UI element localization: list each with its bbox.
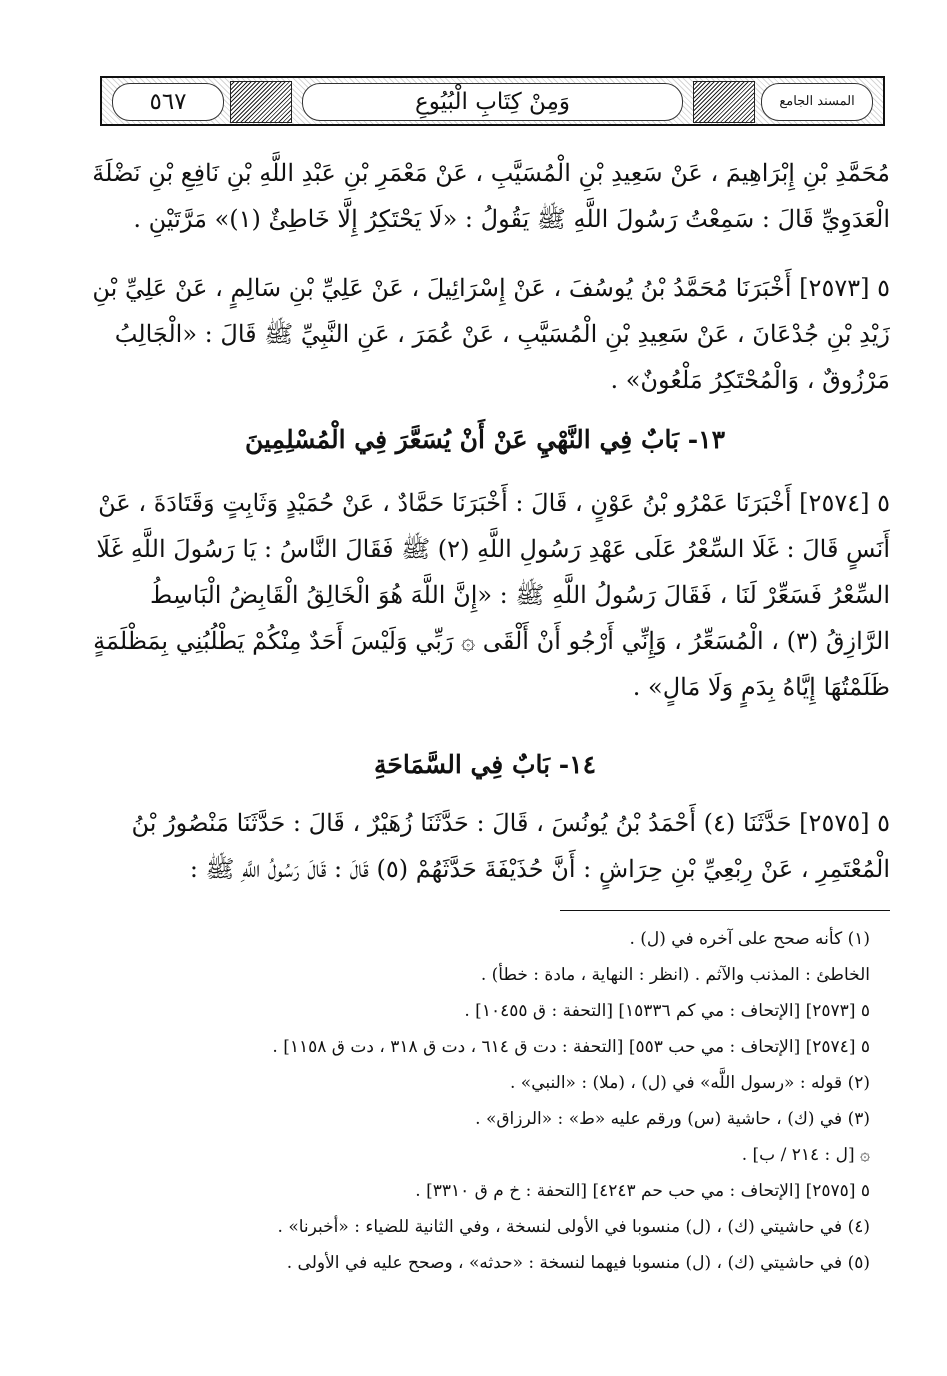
- hadith-2575: [80, 800, 890, 892]
- hadith-2574: [80, 480, 890, 710]
- text-line: أَنَسٍ قَالَ : غَلَا السِّعْرُ عَلَى عَهْدِ رَسُولِ اللَّهِ (٢) ﷺ فَقَالَ النَّاسُ : يَا رَسُولَ اللَّهِ غَلَا: [96, 535, 890, 563]
- text-line: ظَلَمْتُهَا إِيَّاهُ بِدَمٍ وَلَا مَالٍ» .: [632, 673, 890, 701]
- text-line: الرَّازِقُ (٣) ، الْمُسَعِّرُ ، وَإِنِّي أَرْجُو أَنْ أَلْقَى ۞ رَبِّي وَلَيْسَ أَحَدٌ مِنْكُمْ يَطْلُبُنِي بِمَظْلَمَةٍ: [93, 627, 890, 655]
- footnote: ٥ [٢٥٧٥] [الإتحاف : مي حب حم ٤٢٤٣] [التحفة : خ م ق ٣٣١٠] .: [415, 1181, 870, 1201]
- text-line: مُحَمَّدِ بْنِ إِبْرَاهِيمَ ، عَنْ سَعِيدِ بْنِ الْمُسَيَّبِ ، عَنْ مَعْمَرِ بْنِ عَبْدِ اللَّهِ بْنِ نَافِعِ بْنِ نَضْلَةَ: [92, 159, 890, 187]
- footnote: ٥ [٢٥٧٣] [الإتحاف : مي كم ١٥٣٣٦] [التحفة : ق ١٠٤٥٥] .: [464, 1001, 870, 1021]
- text-line: ٥ [٢٥٧٤] أَخْبَرَنَا عَمْرُو بْنُ عَوْنٍ ، قَالَ : أَخْبَرَنَا حَمَّادٌ ، عَنْ حُمَيْدٍ وَثَابِتٍ وَقَتَادَةَ ، عَنْ: [98, 489, 890, 517]
- text-line: ٥ [٢٥٧٣] أَخْبَرَنَا مُحَمَّدُ بْنُ يُوسُفَ ، عَنْ إِسْرَائِيلَ ، عَنْ عَلِيِّ بْنِ سَالِمٍ ، عَنْ عَلِيِّ بْنِ: [92, 274, 890, 302]
- paragraph-1: [80, 150, 890, 242]
- ornament-right: [693, 81, 755, 123]
- footnote: (٣) في (ك) ، حاشية (س) ورقم عليه «ط» : «الرزاق» .: [475, 1109, 870, 1129]
- page-number: ٥٦٧: [112, 83, 224, 121]
- ornament-left: [230, 81, 292, 123]
- hadith-2573: [80, 265, 890, 403]
- footnote: ٥ [٢٥٧٤] [الإتحاف : مي حب ٥٥٣] [التحفة : دت ق ٦١٤ ، دت ق ٣١٨ ، دت ق ١١٥٨] .: [272, 1037, 870, 1057]
- text-line: الْعَدَوِيِّ قَالَ : سَمِعْتُ رَسُولَ اللَّهِ ﷺ يَقُولُ : «لَا يَحْتَكِرُ إِلَّا خَاطِئٌ (١)» مَرَّتَيْنِ .: [133, 205, 890, 233]
- footnote: (١) كأنه صحح على آخره في (ل) .: [629, 929, 870, 949]
- book-logo: المسند الجامع: [761, 83, 873, 121]
- footnote: الخاطئ : المذنب والآثم . (انظر : النهاية ، مادة : خطأ) .: [480, 965, 870, 985]
- chapter-title: وَمِنْ كِتَابِ الْبُيُوعِ: [302, 83, 683, 121]
- text-line: السِّعْرُ فَسَعِّرْ لَنَا ، فَقَالَ رَسُولُ اللَّهِ ﷺ : «إِنَّ اللَّهَ هُوَ الْخَالِقُ الْقَابِضُ الْبَاسِطُ: [150, 581, 890, 609]
- text-line: مَرْزُوقٌ ، وَالْمُحْتَكِرُ مَلْعُونٌ» .: [610, 366, 890, 394]
- text-line: ٥ [٢٥٧٥] حَدَّثَنَا (٤) أَحْمَدُ بْنُ يُونُسَ ، قَالَ : حَدَّثَنَا زُهَيْرٌ ، قَالَ : حَدَّثَنَا مَنْصُورُ بْنُ: [131, 809, 890, 837]
- page-header: [100, 76, 885, 126]
- chapter-heading-13: ١٣- بَابٌ فِي النَّهْيِ عَنْ أَنْ يُسَعَّرَ فِي الْمُسْلِمِينَ: [244, 425, 725, 454]
- footnote: ۞ [ل : ٢١٤ / ب] .: [741, 1145, 870, 1165]
- footnote-divider: [560, 910, 890, 911]
- footnote: (٥) في حاشيتي (ك) ، (ل) منسوبا فيهما لنسخة : «حدثه» ، وصحح عليه في الأولى .: [286, 1253, 870, 1273]
- text-line: الْمُعْتَمِرِ ، عَنْ رِبْعِيِّ بْنِ حِرَاشٍ : أَنَّ حُذَيْفَةَ حَدَّثَهُمْ (٥) قَالَ : قَالَ رَسُولُ اللَّهِ ﷺ :: [189, 855, 890, 883]
- footnote: (٤) في حاشيتي (ك) ، (ل) منسوبا في الأولى لنسخة ، وفي الثانية للضياء : «أخبرنا» .: [277, 1217, 870, 1237]
- text-line: زَيْدِ بْنِ جُدْعَانَ ، عَنْ سَعِيدِ بْنِ الْمُسَيَّبِ ، عَنْ عُمَرَ ، عَنِ النَّبِيِّ ﷺ قَالَ : «الْجَالِبُ: [114, 320, 890, 348]
- footnote: (٢) قوله : «رسول اللَّه» في (ل) ، (ملا) : «النبي» .: [510, 1073, 870, 1093]
- chapter-heading-14: ١٤- بَابٌ فِي السَّمَاحَةِ: [373, 750, 597, 779]
